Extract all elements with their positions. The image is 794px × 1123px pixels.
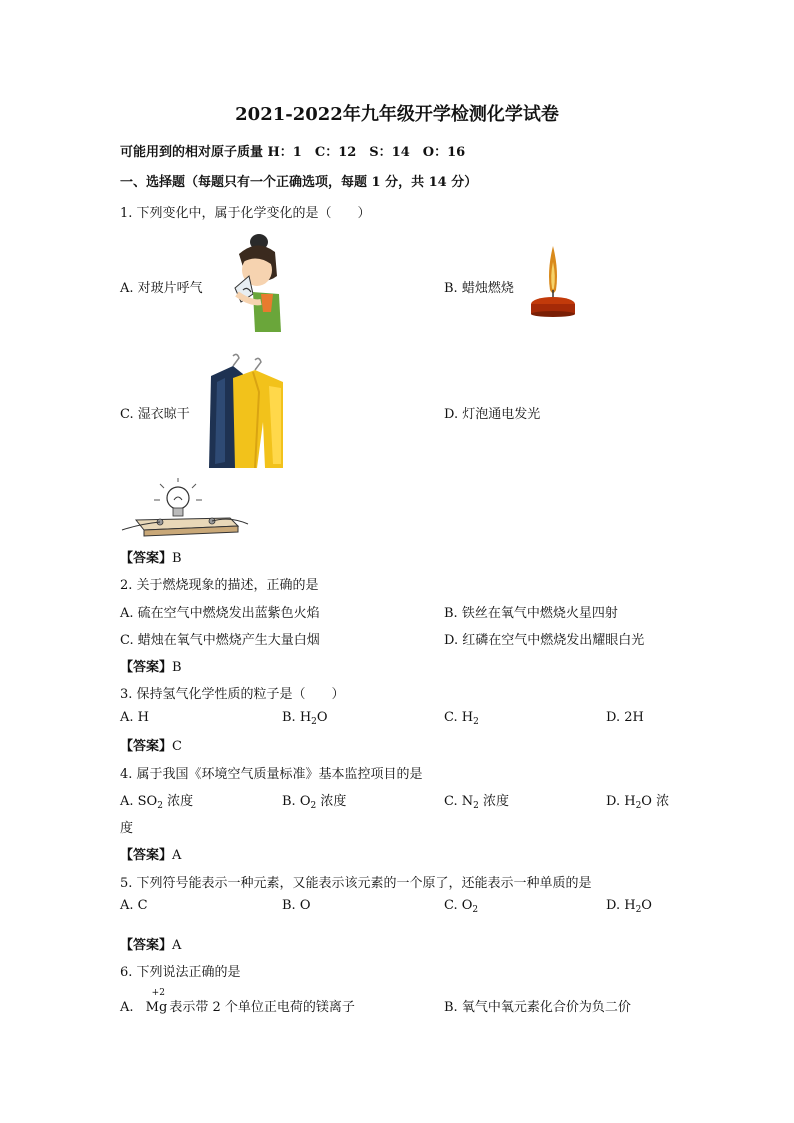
- q1-option-a: A. 对玻片呼气: [120, 281, 203, 296]
- answer-value: B: [172, 660, 182, 675]
- atomic-mass-line: 可能用到的相对原子质量 H：1 C：12 S：14 O：16: [120, 145, 466, 160]
- q2-option-c: C. 蜡烛在氧气中燃烧产生大量白烟: [120, 633, 320, 648]
- q4-option-d-wrap: 度: [120, 821, 134, 836]
- q5-option-a: A. C: [120, 898, 148, 913]
- question-2-stem: 2. 关于燃烧现象的描述，正确的是: [120, 578, 319, 593]
- answer-2: [120, 656, 182, 675]
- answer-label: 【答案】: [120, 551, 173, 566]
- q4-option-b: B. $O_2$ 浓度: [282, 794, 347, 811]
- q1-option-b: B. 蜡烛燃烧: [444, 281, 514, 296]
- clothes-drying-image: [203, 352, 287, 470]
- answer-label: 【答案】: [120, 938, 173, 953]
- q4-option-c: C. $N_2$ 浓度: [444, 794, 509, 811]
- q5-option-c: C. $O_2$: [444, 898, 479, 915]
- valence-superscript: +2: [151, 988, 165, 998]
- answer-value: B: [172, 551, 182, 566]
- section-heading: 一、选择题（每题只有一个正确选项，每题 1 分，共 14 分）: [120, 175, 478, 190]
- q1-option-d: D. 灯泡通电发光: [444, 407, 541, 422]
- candle-image: [528, 244, 578, 318]
- question-5-stem: 5. 下列符号能表示一种元素，又能表示该元素的一个原了，还能表示一种单质的是: [120, 876, 592, 891]
- q4-option-a: A. $SO_2$ 浓度: [120, 794, 194, 811]
- q4-option-d: D. $H_2O$ 浓: [606, 794, 670, 811]
- q1-option-c: C. 湿衣晾干: [120, 407, 190, 422]
- answer-value: A: [172, 938, 182, 953]
- answer-4: [120, 844, 181, 863]
- answer-5: [120, 934, 181, 953]
- q3-option-a: A. H: [120, 710, 149, 725]
- q3-option-b: B. $H_2O$: [282, 710, 328, 727]
- q3-option-c: C. $H_2$: [444, 710, 479, 727]
- q5-option-b: B. O: [282, 898, 311, 913]
- question-6-stem: 6. 下列说法正确的是: [120, 965, 241, 980]
- answer-label: 【答案】: [120, 739, 173, 754]
- answer-label: 【答案】: [120, 848, 173, 863]
- q5-option-d: D. $H_2O$: [606, 898, 652, 915]
- answer-1: [120, 547, 182, 566]
- q2-option-d: D. 红磷在空气中燃烧发出耀眼白光: [444, 633, 645, 648]
- light-bulb-circuit-image: [120, 478, 250, 544]
- option-label: A.: [120, 1000, 134, 1015]
- q6-option-b: B. 氧气中氧元素化合价为负二价: [444, 1000, 631, 1015]
- question-4-stem: 4. 属于我国《环境空气质量标准》基本监控项目的是: [120, 767, 423, 782]
- q2-option-a: A. 硫在空气中燃烧发出蓝紫色火焰: [120, 606, 320, 621]
- page-title: 2021-2022年九年级开学检测化学试卷: [235, 104, 559, 125]
- answer-label: 【答案】: [120, 660, 173, 675]
- q6-option-a: A. +2 Mg 表示带 2 个单位正电荷的镁离子: [120, 988, 355, 1015]
- q2-option-b: B. 铁丝在氧气中燃烧火星四射: [444, 606, 618, 621]
- question-1-stem: 1. 下列变化中，属于化学变化的是（ ）: [120, 206, 371, 221]
- answer-value: C: [172, 739, 182, 754]
- mg-symbol: +2 Mg: [145, 988, 168, 1015]
- girl-breathing-image: [217, 232, 285, 332]
- question-3-stem: 3. 保持氢气化学性质的粒子是（ ）: [120, 687, 345, 702]
- answer-3: [120, 735, 182, 754]
- answer-value: A: [172, 848, 182, 863]
- q3-option-d: D. 2H: [606, 710, 644, 725]
